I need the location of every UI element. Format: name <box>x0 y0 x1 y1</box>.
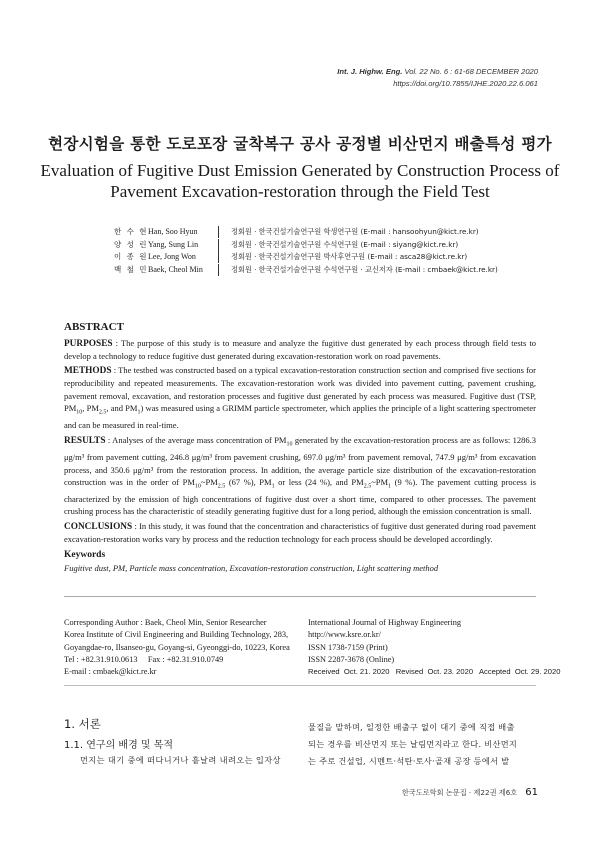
title-korean: 현장시험을 통한 도로포장 굴착복구 공사 공정별 비산먼지 배출특성 평가 <box>48 134 552 153</box>
author-name-ko: 양 성 린 <box>114 239 149 249</box>
sub-pm25-range: 2.5 <box>217 483 226 490</box>
author-name-en: Baek, Cheol Min <box>148 264 203 274</box>
results-text-5: (9 %). The pavement cutting process is characterized by the emission of high concentrations of fugitive dust over a short time, compared to other processes. The pavement crushing process has the characteristic of steadily generating fugitive dust for a long period, although the emission concentration is small. <box>64 476 536 517</box>
author-name-en: Lee, Jong Won <box>148 252 196 262</box>
keywords-heading: Keywords <box>64 550 106 560</box>
author-affiliation: 정회원 · 한국건설기술연구원 수석연구원 · 교신저자 (E-mail : cmbaek@kict.re.kr) <box>231 264 498 274</box>
abstract-heading: ABSTRACT <box>64 321 124 333</box>
body-text-right <box>308 719 538 770</box>
sub-pm10-r: 10 <box>286 441 293 448</box>
author-row <box>114 239 498 252</box>
author-name-en: Yang, Sung Lin <box>148 239 199 249</box>
sub-pm10-range: 10 <box>194 483 201 490</box>
subsection-heading: 1.1. 연구의 배경 및 목적 <box>64 740 174 751</box>
body-line: 물질을 말하며, 일정한 배출구 없이 대기 중에 직접 배출 <box>308 722 515 732</box>
author-list <box>114 226 498 276</box>
journal-name: Int. J. Highw. Eng. <box>337 67 403 76</box>
title-english-line1: Evaluation of Fugitive Dust Emission Generated by Construction Process of <box>40 161 560 180</box>
section-divider-2 <box>64 685 536 686</box>
purposes-label: PURPOSES <box>64 339 113 349</box>
methods-label: METHODS <box>64 366 112 376</box>
journal-info-url[interactable]: http://www.ksre.or.kr/ <box>308 630 381 640</box>
author-name-en: Han, Soo Hyun <box>148 227 198 236</box>
methods-text-2: , and PM <box>106 403 138 414</box>
journal-info-name: International Journal of Highway Engineering <box>308 618 461 627</box>
title-english <box>0 160 600 202</box>
body-line: 되는 경우를 비산먼지 또는 날림먼지라고 한다. 비산먼지 <box>308 739 518 749</box>
body-line: 는 주로 건설업, 시멘트·석탄·토사·골재 공장 등에서 발 <box>308 756 510 766</box>
journal-volume: Vol. 22 No. 6 : 61-68 DECEMBER 2020 <box>402 67 538 76</box>
keywords-text: Fugitive dust, PM, Particle mass concentration, Excavation-restoration construction, Light scattering method <box>64 563 439 573</box>
divider <box>218 239 231 251</box>
corr-line: Tel : +82.31.910.0613 Fax : +82.31.910.0749 <box>64 654 224 664</box>
journal-info <box>308 617 560 678</box>
corr-line: Korea Institute of Civil Engineering and Building Technology, 283, <box>64 630 289 640</box>
sub-pm1-r: 1 <box>271 483 275 490</box>
results-label: RESULTS <box>64 436 106 446</box>
section-divider <box>64 596 536 597</box>
sub-pm1-b: 1 <box>388 483 392 490</box>
sub-pm10: 10 <box>76 409 83 416</box>
conclusions-label: CONCLUSIONS <box>64 522 133 532</box>
author-row <box>114 251 498 264</box>
divider <box>218 226 231 238</box>
methods-text-3: ) was measured using a GRIMM particle spectrometer, which applies the principle of a light scattering spectrometer and can be measured in real-time. <box>64 403 537 431</box>
page-number: 61 <box>525 787 538 798</box>
methods-text: : The testbed was constructed based on a typical excavation-restoration construction section and comprised five sections for reproducibility and repeated measurements. The excavation-restoration work was divided into pavement cutting, pavement crushing, pavement removal, excavation, and restoration processes and fugitive dust generated by each process was measured. Fugitive dust (TSP, PM <box>64 365 536 414</box>
abstract-conclusions <box>64 520 536 546</box>
corr-line: Goyangdae-ro, Ilsanseo-gu, Goyang-si, Gyeonggi-do, 10223, Korea <box>64 642 290 652</box>
abstract-purposes <box>64 337 536 363</box>
author-name-ko: 백 철 민 <box>114 264 149 274</box>
footer-journal: 한국도로학회 논문집 · 제22권 제6호 <box>401 787 518 797</box>
author-affiliation: 정회원 · 한국건설기술연구원 박사후연구원 (E-mail : asca28@kict.re.kr) <box>231 252 468 262</box>
author-row <box>114 264 498 277</box>
abstract-methods: METHODS : The testbed was constructed based on a typical excavation-restoration construction section and comprised five sections for reproducibility and repeated measurements. The excavation-restoration work was divided into pavement cutting, pavement crushing, pavement removal, excavation, and restoration processes and fugitive dust generated by each process was measured. Fugitive dust (TSP, $PM_{10}$, $PM_{2.5}$, and $PM_1$) was measured using a GRIMM particle spectrometer, which applies the principle of a light scattering spectrometer and can be measured in real-time. <box>64 365 537 431</box>
sub-pm25-b: 2.5 <box>363 483 372 490</box>
author-name-ko: 이 종 원 <box>114 252 149 262</box>
author-affiliation: 정회원 · 한국건설기술연구원 수석연구원 (E-mail : siyang@kict.re.kr) <box>231 239 459 249</box>
doi-link[interactable]: https://doi.org/10.7855/IJHE.2020.22.6.061 <box>393 79 538 88</box>
author-row <box>114 226 498 239</box>
sub-pm1: 1 <box>137 409 141 416</box>
sub-pm25: 2.5 <box>98 409 107 416</box>
issn-online: ISSN 2287-3678 (Online) <box>308 654 395 664</box>
journal-citation <box>337 66 538 90</box>
section-heading: 1. 서론 <box>64 717 101 731</box>
author-name-ko: 한 수 현 <box>114 227 149 236</box>
divider <box>218 264 231 276</box>
issn-print: ISSN 1738-7159 (Print) <box>308 642 388 652</box>
results-text-2: generated by the excavation-restoration process are as follows: 1286.3 μg/m³ from pavement cutting, 246.8 μg/m³ from pavement crushing, 697.0 μg/m³ from pavement removal, 747.9 μg/m³ from excavation process, and 350.6 μg/m³ from the restoration process. In addition, the average particle size distribution of the excavation-restoration construction was in the order of PM <box>64 435 536 487</box>
corr-email[interactable]: E-mail : cmbaek@kict.re.kr <box>64 667 157 677</box>
page-footer <box>402 787 538 798</box>
results-text-3: (67 %), PM <box>225 476 272 487</box>
body-text-left: 먼지는 대기 중에 떠다니거나 흩날려 내려오는 입자상 <box>80 755 281 765</box>
abstract-results: RESULTS : Analyses of the average mass concentration of $PM_{10}$ generated by the excavation-restoration process are as follows: 1286.3 μg/m³ from pavement cutting, 246.8 μg/m³ from pavement crushing, 697.0 μg/m³ from pavement removal, 747.9 μg/m³ from excavation process, and 350.6 μg/m³ from the restoration process. In addition, the average particle size distribution of the excavation-restoration construction was in the order of $PM_{10}\sim PM_{2.5}$ (67 %), $PM_1$ or less (24 %), and $PM_{2.5}\sim PM_1$ (9 %). The pavement cutting process is characterized by the emission of high concentrations of fugitive dust over a short time, compared to other processes. The pavement crushing process has the characteristic of steadily generating fugitive dust for a long period, although the emission concentration is small. <box>64 435 536 517</box>
results-text: : Analyses of the average mass concentration of PM <box>105 435 287 445</box>
results-text-4: or less (24 %), and PM <box>274 476 364 487</box>
author-affiliation: 정회원 · 한국건설기술연구원 학생연구원 (E-mail : hansoohyun@kict.re.kr) <box>231 227 479 236</box>
corr-line: Corresponding Author : Baek, Cheol Min, Senior Researcher <box>64 618 267 627</box>
title-english-line2: Pavement Excavation-restoration through the Field Test <box>110 182 490 201</box>
divider <box>218 251 231 263</box>
conclusions-text: : In this study, it was found that the concentration and characteristics of fugitive dust generated during road pavement excavation-restoration works vary by process and the reduction technology for each process should be developed accordingly. <box>64 521 536 545</box>
article-dates: Received Oct. 21. 2020 Revised Oct. 23. 2020 Accepted Oct. 29. 2020 <box>308 667 561 677</box>
corresponding-author <box>64 617 290 678</box>
purposes-text: : The purpose of this study is to measure and analyze the fugitive dust generated by each process through field tests to develop a technology to reduce fugitive dust generated during excavation-restoration work on road pavements. <box>64 338 536 362</box>
